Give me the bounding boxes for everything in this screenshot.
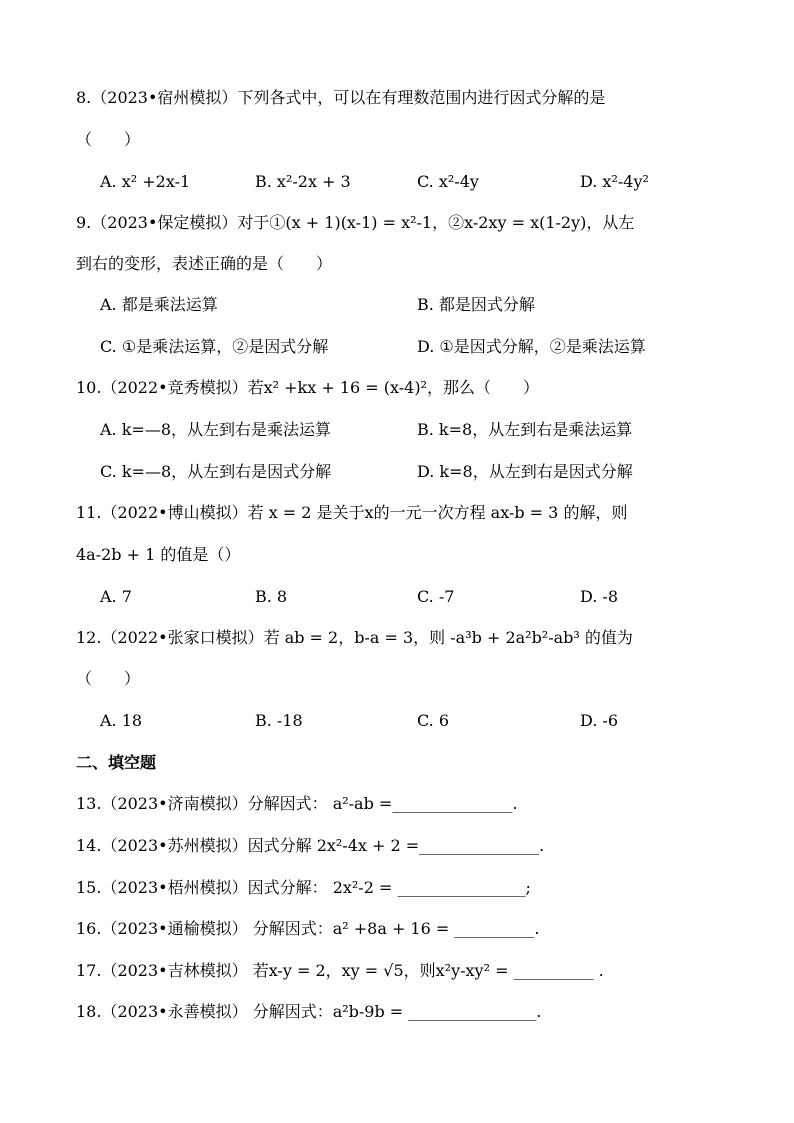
question-11-option-a: A. 7 [100, 587, 132, 606]
question-10-option-c: C. k=—8，从左到右是因式分解 [100, 462, 332, 481]
question-10-option-a: A. k=—8，从左到右是乘法运算 [100, 420, 332, 439]
question-9-option-a: A. 都是乘法运算 [100, 295, 218, 314]
question-9-option-d: D. ①是因式分解，②是乘法运算 [417, 337, 646, 356]
question-12-option-d: D. -6 [580, 711, 619, 730]
question-12-option-a: A. 18 [100, 711, 143, 730]
question-15-text: 15.（2023•梧州模拟）因式分解： 2x²-2 = ________________; [76, 878, 531, 897]
question-10-option-b: B. k=8，从左到右是乘法运算 [417, 420, 633, 439]
question-8-option-a: A. x² +2x-1 [100, 172, 191, 191]
question-9-option-b: B. 都是因式分解 [417, 295, 535, 314]
question-11-text: 11.（2022•博山模拟）若 x = 2 是关于x的一元一次方程 ax-b = 3 的解，则 [76, 503, 628, 522]
question-9-option-c: C. ①是乘法运算，②是因式分解 [100, 337, 329, 356]
question-16-text: 16.（2023•通榆模拟） 分解因式：a² +8a + 16 = __________. [76, 919, 540, 938]
question-12-option-b: B. -18 [255, 711, 303, 730]
section-heading-fill-in: 二、填空题 [76, 753, 157, 772]
question-18-text: 18.（2023•永善模拟） 分解因式：a²b-9b = ________________. [76, 1002, 542, 1021]
question-11-option-d: D. -8 [580, 587, 619, 606]
question-11-option-b: B. 8 [255, 587, 288, 606]
question-12-option-c: C. 6 [417, 711, 450, 730]
question-8-option-b: B. x²-2x + 3 [255, 172, 351, 191]
question-17-text: 17.（2023•吉林模拟） 若x-y = 2，xy = √5，则x²y-xy² = __________ . [76, 961, 604, 980]
question-8-option-c: C. x²-4y [417, 172, 479, 191]
question-14-text: 14.（2023•苏州模拟）因式分解 2x²-4x + 2 =_______________. [76, 836, 545, 855]
question-8-option-d: D. x²-4y² [580, 172, 649, 191]
question-9-text-cont: 到右的变形，表述正确的是（ ） [76, 254, 333, 273]
question-9-text: 9.（2023•保定模拟）对于①(x + 1)(x-1) = x²-1，②x-2xy = x(1-2y)，从左 [76, 213, 635, 232]
question-8-text: 8.（2023•宿州模拟）下列各式中，可以在有理数范围内进行因式分解的是 [76, 88, 606, 107]
question-10-text: 10.（2022•竞秀模拟）若x² +kx + 16 = (x-4)²，那么（ ） [76, 378, 539, 397]
question-10-option-d: D. k=8，从左到右是因式分解 [417, 462, 633, 481]
question-11-text-cont: 4a-2b + 1 的值是（） [76, 545, 241, 564]
question-13-text: 13.（2023•济南模拟）分解因式： a²-ab =_______________. [76, 794, 518, 813]
question-12-answer-paren: （ ） [76, 669, 141, 688]
question-12-text: 12.（2022•张家口模拟）若 ab = 2，b-a = 3，则 -a³b + 2a²b²-ab³ 的值为 [76, 628, 633, 647]
question-8-answer-paren: （ ） [76, 130, 141, 149]
question-11-option-c: C. -7 [417, 587, 455, 606]
